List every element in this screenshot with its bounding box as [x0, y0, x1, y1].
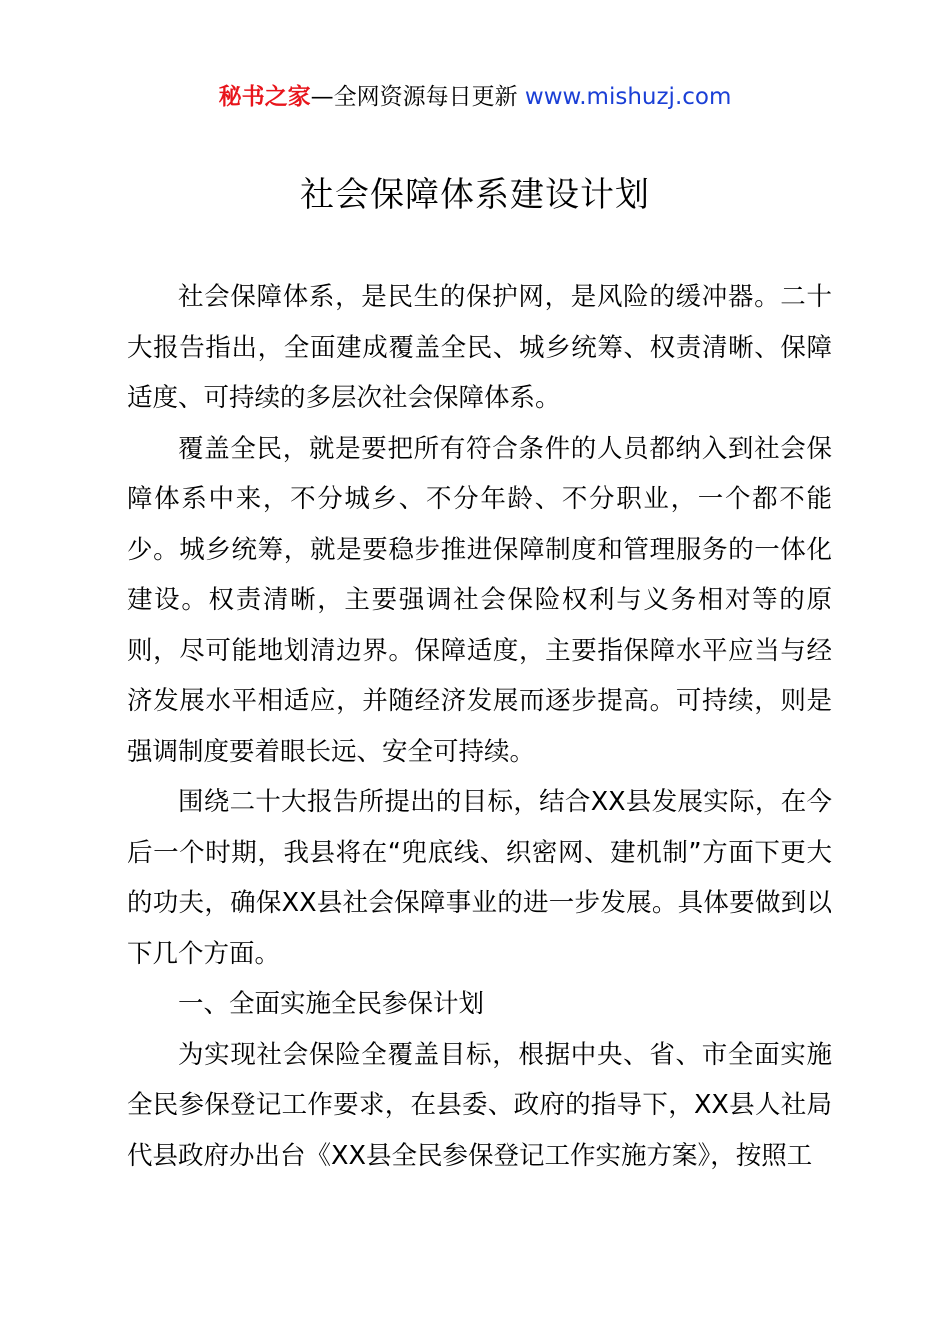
- document-body: [127, 272, 832, 1181]
- section-heading-1: 一、全面实施全民参保计划: [178, 989, 485, 1019]
- paragraph-intro: 社会保障体系，是民生的保护网，是风险的缓冲器。二十大报告指出，全面建成覆盖全民、城乡统筹、权责清晰、保障适度、可持续的多层次社会保障体系。: [127, 282, 832, 413]
- site-tagline: —全网资源每日更新: [310, 84, 518, 110]
- paragraph-section-1: 为实现社会保险全覆盖目标，根据中央、省、市全面实施全民参保登记工作要求，在县委、政府的指导下，XX县人社局代县政府办出台《XX县全民参保登记工作实施方案》，按照工: [127, 1039, 832, 1171]
- site-header: [0, 80, 950, 114]
- document-title: 社会保障体系建设计划: [300, 175, 650, 215]
- site-url-link[interactable]: www.mishuzj.com: [524, 84, 732, 110]
- site-brand: 秘书之家: [218, 84, 311, 110]
- paragraph-goals: 围绕二十大报告所提出的目标，结合XX县发展实际，在今后一个时期，我县将在“兜底线、织密网、建机制”方面下更大的功夫，确保XX县社会保障事业的进一步发展。具体要做到以下几个方面。: [127, 787, 832, 969]
- paragraph-definitions: 覆盖全民，就是要把所有符合条件的人员都纳入到社会保障体系中来，不分城乡、不分年龄、不分职业，一个都不能少。城乡统筹，就是要稳步推进保障制度和管理服务的一体化建设。权责清晰，主要强调社会保险权利与义务相对等的原则，尽可能地划清边界。保障适度，主要指保障水平应当与经济发展水平相适应，并随经济发展而逐步提高。可持续，则是强调制度要着眼长远、安全可持续。: [127, 433, 832, 767]
